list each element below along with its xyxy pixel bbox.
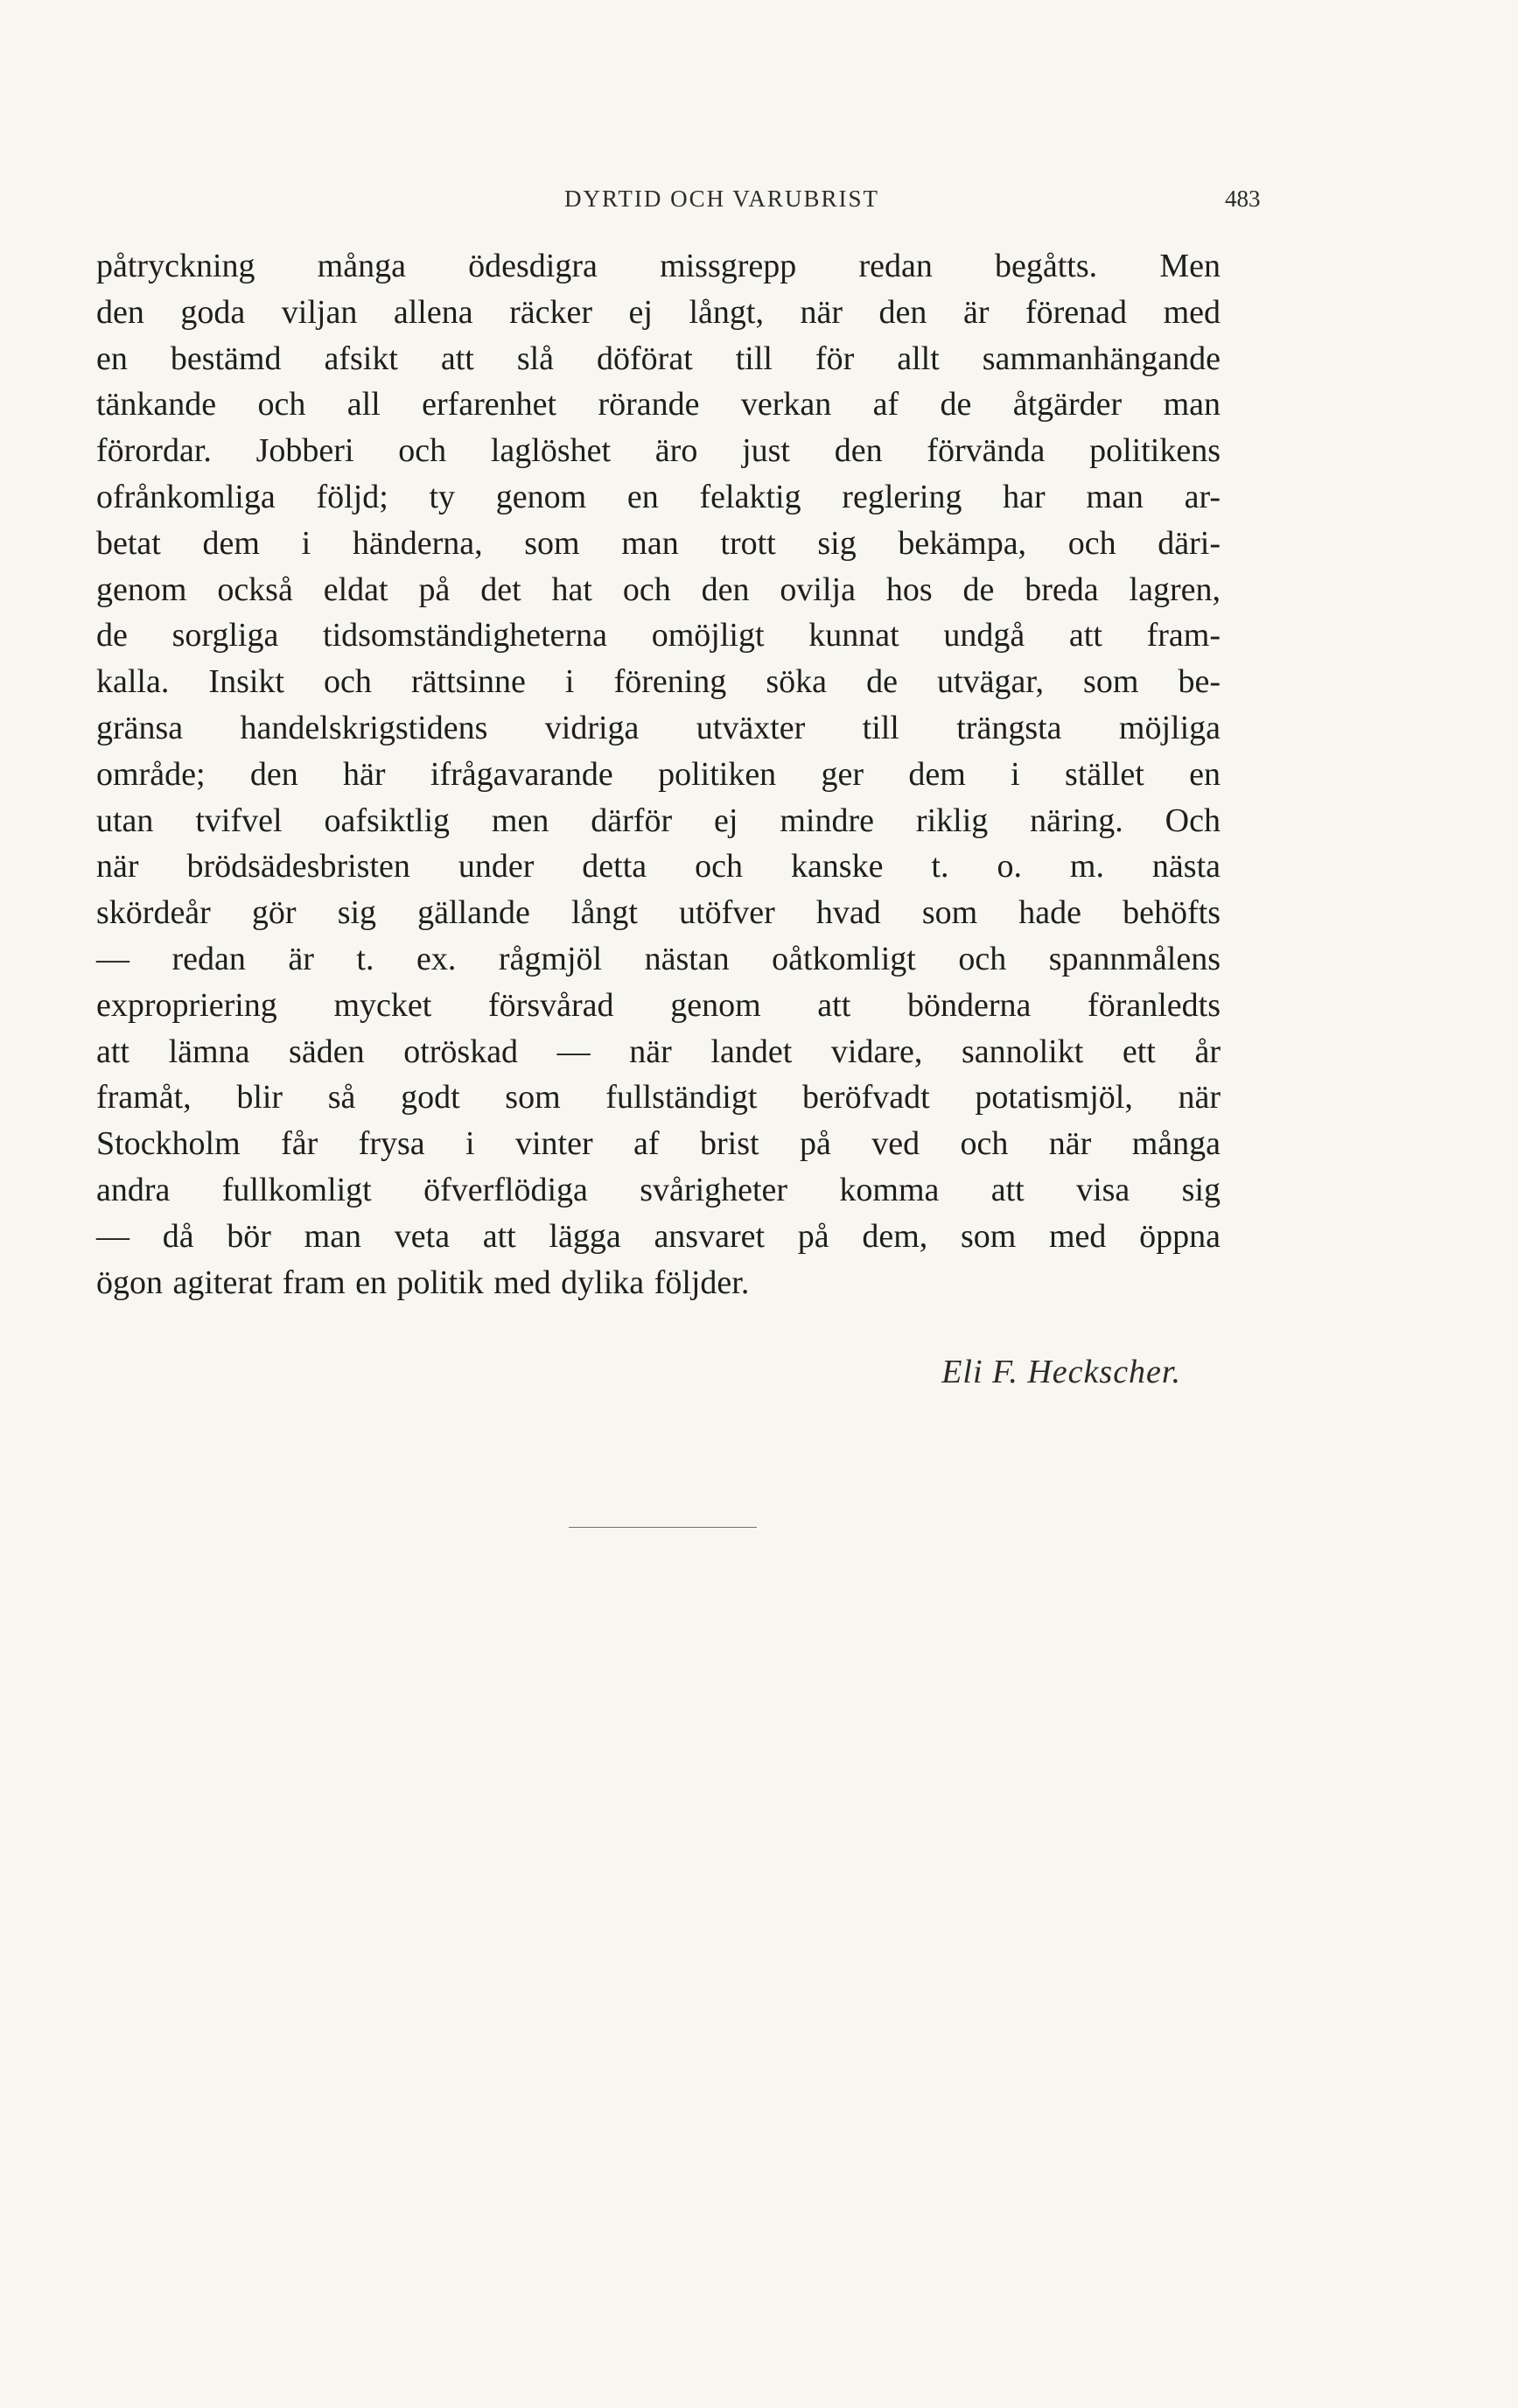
text-line: tänkande och all erfarenhet rörande verkan af de åtgärder man <box>96 386 1221 424</box>
text-line: andra fullkomligt öfverflödiga svårigheter komma att visa sig <box>96 1171 1221 1208</box>
text-line: Stockholm får frysa i vinter af brist på ved och när många <box>96 1125 1221 1163</box>
author-signature: Eli F. Heckscher. <box>941 1354 1181 1390</box>
text-line: expropriering mycket försvårad genom att bönderna föranledts <box>96 986 1221 1024</box>
text-line: den goda viljan allena räcker ej långt, när den är förenad med <box>96 293 1221 331</box>
text-line: en bestämd afsikt att slå döförat till för allt sammanhängande <box>96 340 1221 377</box>
body-text <box>96 243 1221 1306</box>
text-line: påtryckning många ödesdigra missgrepp redan begåtts. Men <box>96 248 1221 284</box>
section-divider <box>569 1527 757 1528</box>
text-line: att lämna säden otröskad — när landet vidare, sannolikt ett år <box>96 1032 1221 1070</box>
text-line: framåt, blir så godt som fullständigt beröfvadt potatismjöl, när <box>96 1079 1221 1116</box>
text-line: utan tvifvel oafsiktlig men därför ej mindre riklig näring. Och <box>96 802 1221 839</box>
text-line: gränsa handelskrigstidens vidriga utväxter till trängsta möjliga <box>96 709 1221 746</box>
text-line: de sorgliga tidsomständigheterna omöjligt kunnat undgå att fram- <box>96 617 1221 654</box>
text-line: område; den här ifrågavarande politiken ger dem i stället en <box>96 755 1221 793</box>
text-line: ögon agiterat fram en politik med dylika följder. <box>96 1264 750 1301</box>
page-number: 483 <box>1225 186 1261 212</box>
text-line: förordar. Jobberi och laglöshet äro just den förvända politikens <box>96 432 1221 470</box>
text-line: betat dem i händerna, som man trott sig bekämpa, och däri- <box>96 524 1221 562</box>
running-title: DYRTID OCH VARUBRIST <box>564 186 879 212</box>
text-line: — redan är t. ex. rågmjöl nästan oåtkomligt och spannmålens <box>96 940 1221 977</box>
text-line: kalla. Insikt och rättsinne i förening söka de utvägar, som be- <box>96 663 1221 701</box>
text-line: genom också eldat på det hat och den ovilja hos de breda lagren, <box>96 570 1221 608</box>
text-line: skördeår gör sig gällande långt utöfver hvad som hade behöfts <box>96 894 1221 932</box>
running-head <box>0 186 1518 220</box>
text-line: — då bör man veta att lägga ansvaret på dem, som med öppna <box>96 1217 1221 1255</box>
text-line: ofrånkomliga följd; ty genom en felaktig reglering har man ar- <box>96 478 1221 515</box>
text-line: när brödsädesbristen under detta och kanske t. o. m. nästa <box>96 848 1221 886</box>
